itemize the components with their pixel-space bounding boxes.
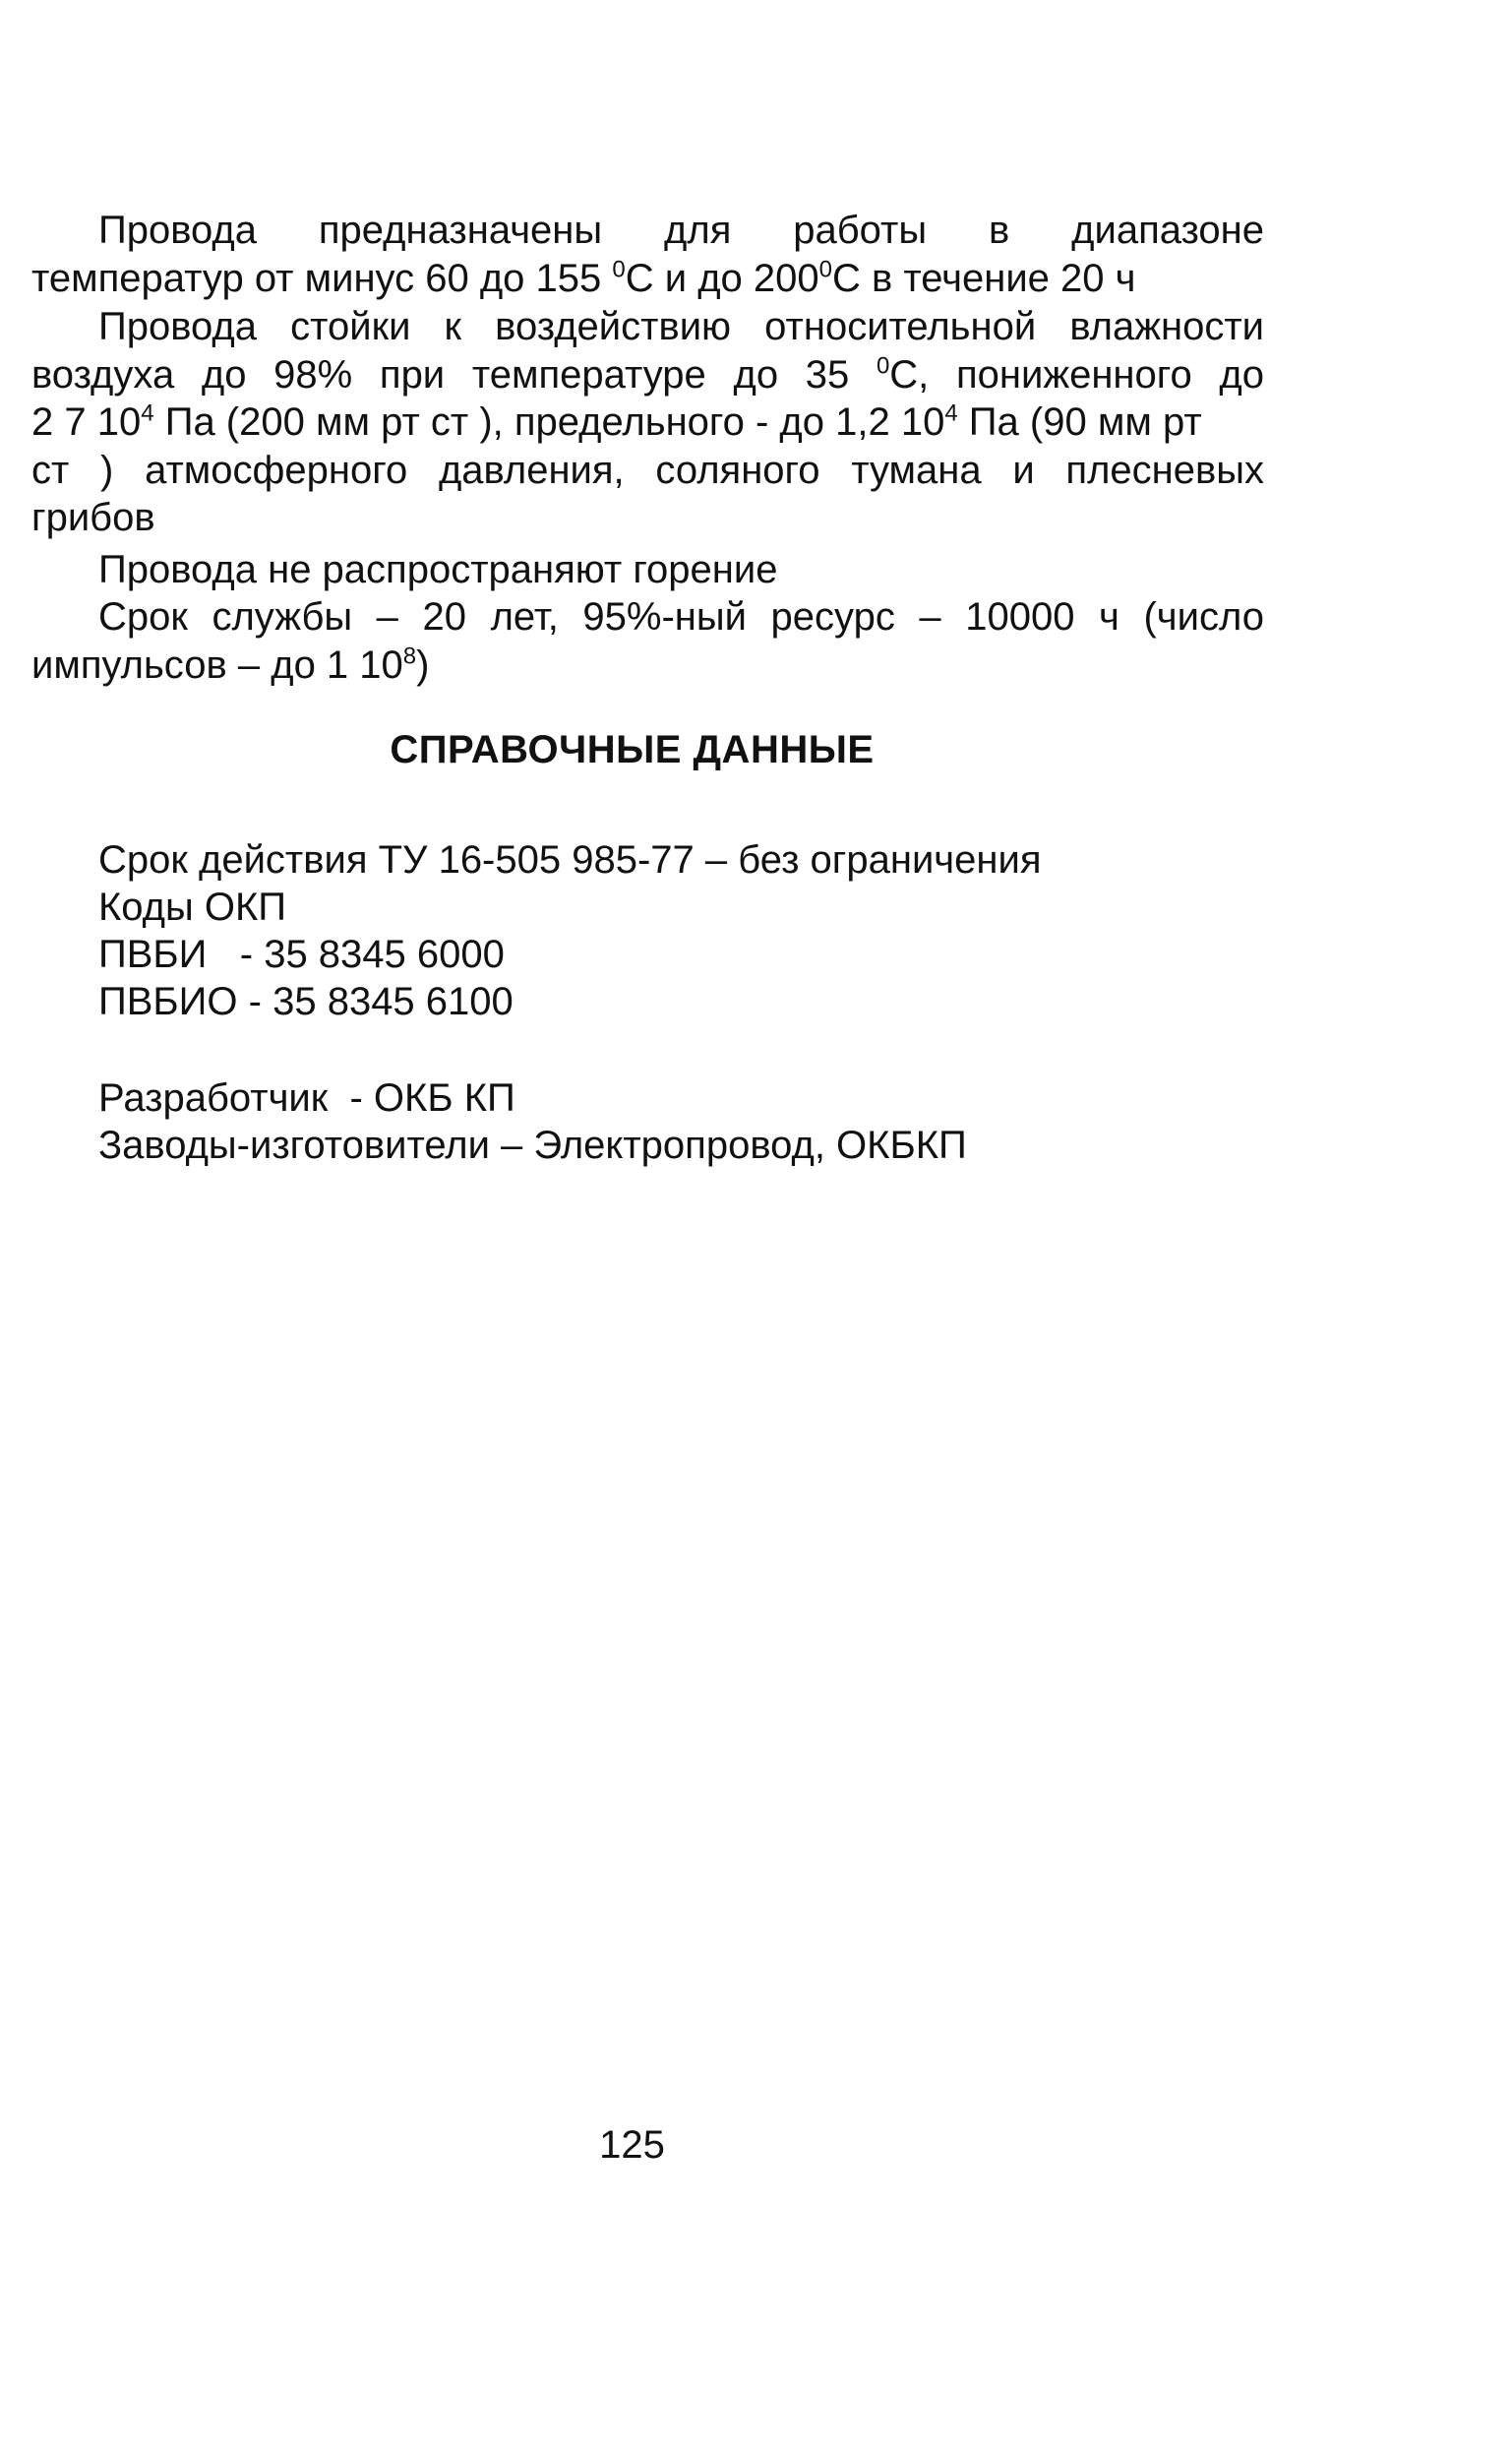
text-line	[98, 593, 1264, 642]
text-line	[31, 351, 1264, 399]
okp-code-pvbi: ПВБИ - 35 8345 6000	[98, 933, 505, 976]
page-number: 125	[599, 2123, 665, 2167]
section-heading: СПРАВОЧНЫЕ ДАННЫЕ	[390, 728, 875, 771]
text-line	[31, 447, 1264, 495]
text-line	[98, 303, 1264, 351]
text-line	[31, 494, 1264, 542]
superscript: 0	[612, 256, 626, 283]
text-line-content: ст ) атмосферного давления, соляного тумана и плесневых	[31, 448, 1264, 492]
text-fragment: )	[416, 643, 430, 687]
text-line-content: Провода предназначены для работы в диапазоне	[98, 209, 1264, 252]
text-fragment: С в течение 20 ч	[832, 256, 1136, 300]
text-fragment: С и до 200	[625, 256, 819, 300]
text-fragment: импульсов – до 1 10	[31, 643, 403, 687]
text-fragment: температур от минус 60 до 155	[31, 256, 613, 300]
paragraph-flammability	[98, 546, 1264, 594]
paragraph-resistance	[31, 303, 1264, 542]
text-line	[31, 398, 1264, 447]
superscript: 4	[944, 399, 958, 427]
text-line-content: Срок службы – 20 лет, 95%-ный ресурс – 10000 ч (число	[98, 595, 1264, 639]
manufacturers-line: Заводы-изготовители – Электропровод, ОКБКП	[98, 1124, 967, 1167]
text-line	[31, 642, 1264, 690]
text-line	[98, 546, 1264, 594]
superscript: 8	[402, 643, 417, 670]
paragraph-temperature-range	[31, 207, 1264, 302]
developer-line: Разработчик - ОКБ КП	[98, 1076, 515, 1120]
text-line-content: Провода не распространяют горение	[98, 548, 778, 591]
text-line-content: Провода стойки к воздействию относительной влажности	[98, 305, 1264, 348]
superscript: 4	[141, 399, 154, 427]
okp-codes-title: Коды ОКП	[98, 886, 287, 929]
superscript: 0	[818, 256, 832, 283]
paragraph-service-life	[31, 593, 1264, 689]
text-fragment: С, пониженного до	[889, 352, 1264, 397]
okp-code-pvbio: ПВБИО - 35 8345 6100	[98, 980, 514, 1023]
text-fragment: воздуха до 98% при температуре до 35	[31, 352, 877, 397]
superscript: 0	[876, 352, 890, 380]
text-line-content: грибов	[31, 496, 155, 539]
text-fragment: 2 7 10	[31, 400, 142, 444]
text-line	[98, 207, 1264, 255]
text-fragment: Па (200 мм рт ст ), предельного - до 1,2 10	[153, 400, 945, 444]
validity-line: Срок действия ТУ 16-505 985-77 – без ограничения	[98, 838, 1042, 882]
text-fragment: Па (90 мм рт	[957, 400, 1202, 444]
text-line	[31, 255, 1264, 303]
